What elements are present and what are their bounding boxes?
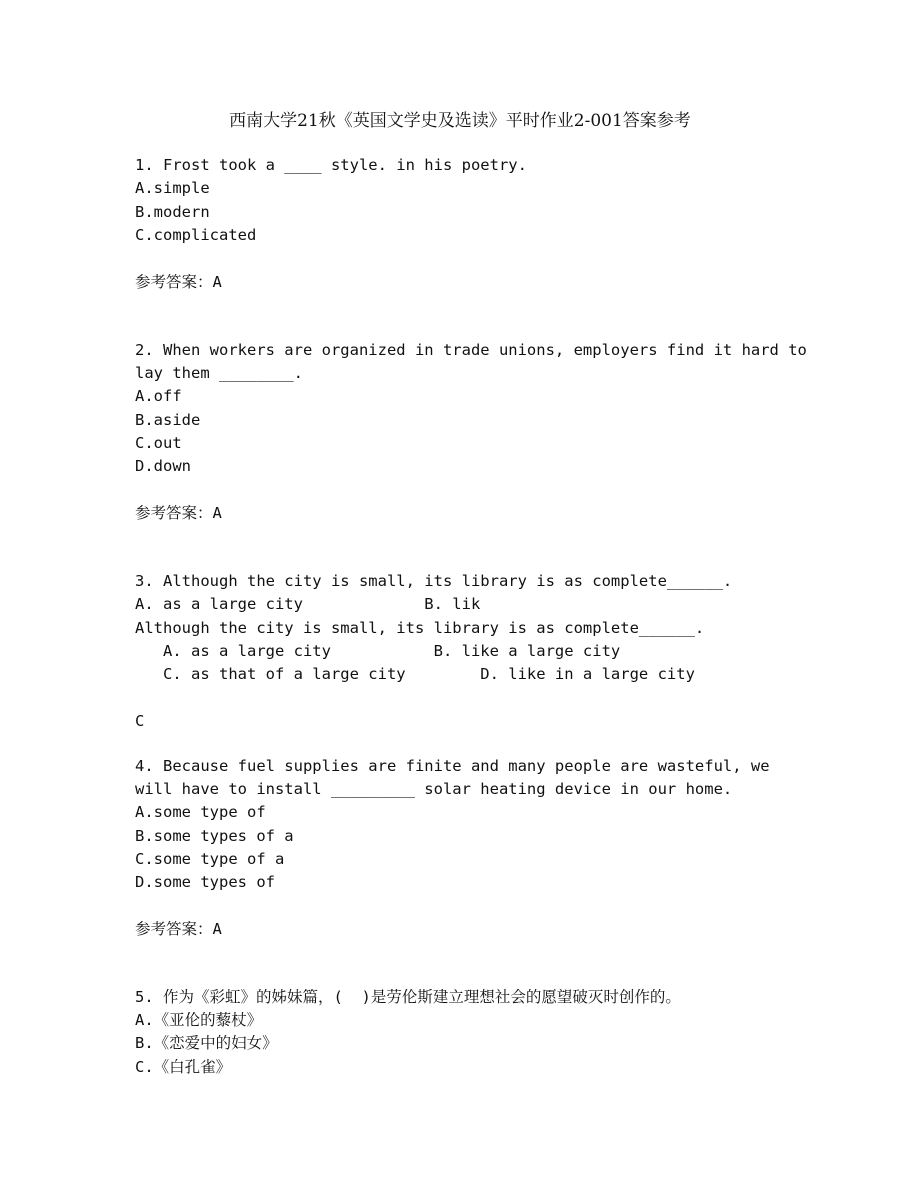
question-1-answer: 参考答案：A <box>135 273 222 291</box>
question-2-option-d: D.down <box>135 457 191 475</box>
question-2-option-b: B.aside <box>135 411 201 429</box>
question-5-stem: 5. 作为《彩虹》的姊妹篇，( )是劳伦斯建立理想社会的愿望破灭时创作的。 <box>135 988 681 1006</box>
question-2-stem-line-1: 2. When workers are organized in trade unions, employers find it hard to <box>135 341 807 359</box>
question-4-option-b: B.some types of a <box>135 827 294 845</box>
question-1-stem: 1. Frost took a ____ style. in his poetry. <box>135 156 527 174</box>
question-4-option-d: D.some types of <box>135 873 275 891</box>
question-1-option-b: B.modern <box>135 203 210 221</box>
question-5-option-b: B.《恋爱中的妇女》 <box>135 1034 278 1052</box>
question-5-option-c: C.《白孔雀》 <box>135 1058 232 1076</box>
question-4-answer: 参考答案：A <box>135 920 222 938</box>
question-2-option-c: C.out <box>135 434 182 452</box>
question-5-option-a: A.《亚伦的藜杖》 <box>135 1011 263 1029</box>
question-3-answer: C <box>135 712 145 730</box>
question-3-line-5: C. as that of a large city D. like in a large city <box>135 665 695 683</box>
document-title: 西南大学21秋《英国文学史及选读》平时作业2-001答案参考 <box>229 111 691 131</box>
question-4-option-c: C.some type of a <box>135 850 285 868</box>
question-3-line-2: A. as a large city B. lik <box>135 595 481 613</box>
question-3-line-3: Although the city is small, its library is as complete______. <box>135 619 705 637</box>
question-2-answer: 参考答案：A <box>135 504 222 522</box>
question-3-line-1: 3. Although the city is small, its library is as complete______. <box>135 572 733 590</box>
question-3-line-4: A. as a large city B. like a large city <box>135 642 621 660</box>
question-1-option-c: C.complicated <box>135 226 257 244</box>
question-2-option-a: A.off <box>135 387 182 405</box>
question-4-stem-line-1: 4. Because fuel supplies are finite and many people are wasteful, we <box>135 757 770 775</box>
question-4-option-a: A.some type of <box>135 803 266 821</box>
question-1-option-a: A.simple <box>135 179 210 197</box>
question-2-stem-line-2: lay them ________. <box>135 364 303 382</box>
question-4-stem-line-2: will have to install _________ solar heating device in our home. <box>135 780 733 798</box>
